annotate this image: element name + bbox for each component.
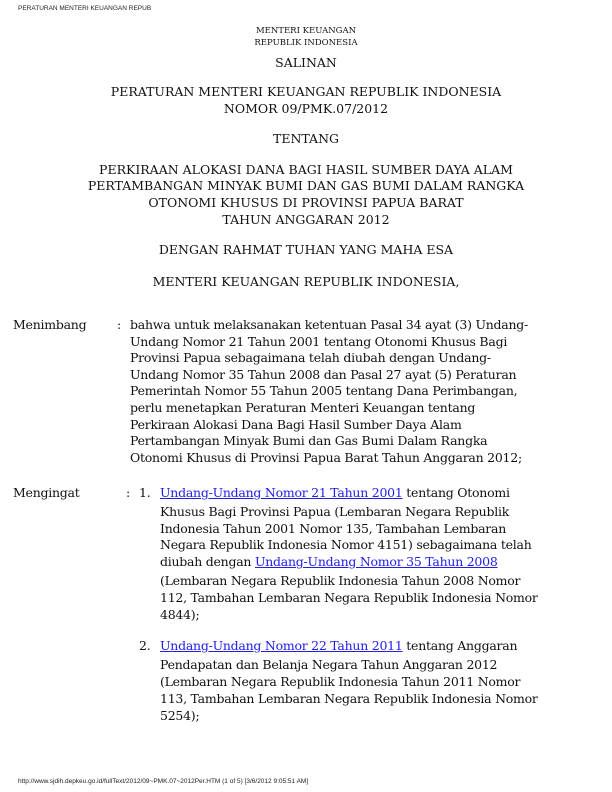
item-text: tentang Anggaran (402, 638, 518, 653)
item-line: 112, Tambahan Lembaran Negara Republik Indonesia Nomor (160, 590, 538, 605)
rahmat: DENGAN RAHMAT TUHAN YANG MAHA ESA (158, 242, 454, 257)
item-text: tentang Otonomi (402, 485, 510, 500)
item-line (160, 554, 498, 570)
item-line: Khusus Bagi Provinsi Papua (Lembaran Negara Republik (160, 504, 510, 519)
item-line: 113, Tambahan Lembaran Negara Republik Indonesia Nomor (160, 691, 538, 706)
mengingat-label: Mengingat (13, 485, 80, 500)
item-line: Negara Republik Indonesia Nomor 4151) sebagaimana telah (160, 537, 532, 552)
letterhead-line: MENTERI KEUANGAN (255, 26, 357, 36)
mengingat-colon: : (126, 485, 130, 500)
menimbang-label: Menimbang (13, 317, 87, 332)
menimbang-line: Pemerintah Nomor 55 Tahun 2005 tentang Dana Perimbangan, (130, 383, 518, 399)
menimbang-line: Undang Nomor 35 Tahun 2008 dan Pasal 27 ayat (5) Peraturan (130, 366, 517, 382)
menimbang-line: Pertambangan Minyak Bumi dan Gas Bumi Dalam Rangka (130, 433, 488, 449)
item-line (160, 485, 510, 501)
menimbang-colon: : (117, 317, 121, 332)
item-line: 4844); (160, 607, 200, 622)
menimbang-line: bahwa untuk melaksanakan ketentuan Pasal 34 ayat (3) Undang- (130, 317, 529, 332)
item-number: 2. (139, 638, 151, 653)
item-line (160, 638, 517, 654)
title-line: PERATURAN MENTERI KEUANGAN REPUBLIK INDONESIA (110, 84, 502, 99)
menimbang-line: Undang Nomor 21 Tahun 2001 tentang Otonomi Khusus Bagi (130, 333, 508, 349)
menimbang-line: perlu menetapkan Peraturan Menteri Keuangan tentang (130, 400, 476, 415)
link-uu-35-2008[interactable]: Undang-Undang Nomor 35 Tahun 2008 (254, 554, 498, 569)
item-line: Pendapatan dan Belanja Negara Tahun Anggaran 2012 (160, 657, 498, 672)
item-text: diubah dengan (160, 554, 255, 569)
item-number: 1. (139, 485, 151, 500)
page-header: PERATURAN MENTERI KEUANGAN REPUB (18, 5, 152, 12)
title-number: NOMOR 09/PMK.07/2012 (223, 101, 389, 116)
item-line: Indonesia Tahun 2001 Nomor 135, Tambahan Lembaran (160, 521, 507, 536)
salinan: SALINAN (275, 55, 337, 70)
letterhead-line: REPUBLIK INDONESIA (254, 38, 358, 48)
subject-line: TAHUN ANGGARAN 2012 (222, 212, 390, 227)
link-uu-22-2011[interactable]: Undang-Undang Nomor 22 Tahun 2011 (160, 638, 403, 653)
item-line: (Lembaran Negara Republik Indonesia Tahun 2011 Nomor (160, 674, 521, 689)
tentang: TENTANG (272, 131, 339, 146)
menimbang-line: Otonomi Khusus di Provinsi Papua Barat Tahun Anggaran 2012; (130, 449, 522, 465)
menteri: MENTERI KEUANGAN REPUBLIK INDONESIA, (152, 274, 460, 289)
menimbang-line: Provinsi Papua sebagaimana telah diubah dengan Undang- (130, 350, 491, 366)
link-uu-21-2001[interactable]: Undang-Undang Nomor 21 Tahun 2001 (160, 485, 403, 500)
page-footer: http://www.sjdih.depkeu.go.id/fullText/2012/09~PMK.07~2012Per.HTM (1 of 5) [3/6/2012 9:05:51 AM] (18, 778, 309, 785)
subject-line: PERTAMBANGAN MINYAK BUMI DAN GAS BUMI DALAM RANGKA (87, 178, 525, 193)
item-line: (Lembaran Negara Republik Indonesia Tahun 2008 Nomor (160, 573, 521, 588)
item-line: 5254); (160, 708, 200, 723)
menimbang-line: Perkiraan Alokasi Dana Bagi Hasil Sumber Daya Alam (130, 416, 462, 432)
subject-line: OTONOMI KHUSUS DI PROVINSI PAPUA BARAT (148, 195, 464, 210)
subject-line: PERKIRAAN ALOKASI DANA BAGI HASIL SUMBER DAYA ALAM (99, 162, 513, 177)
